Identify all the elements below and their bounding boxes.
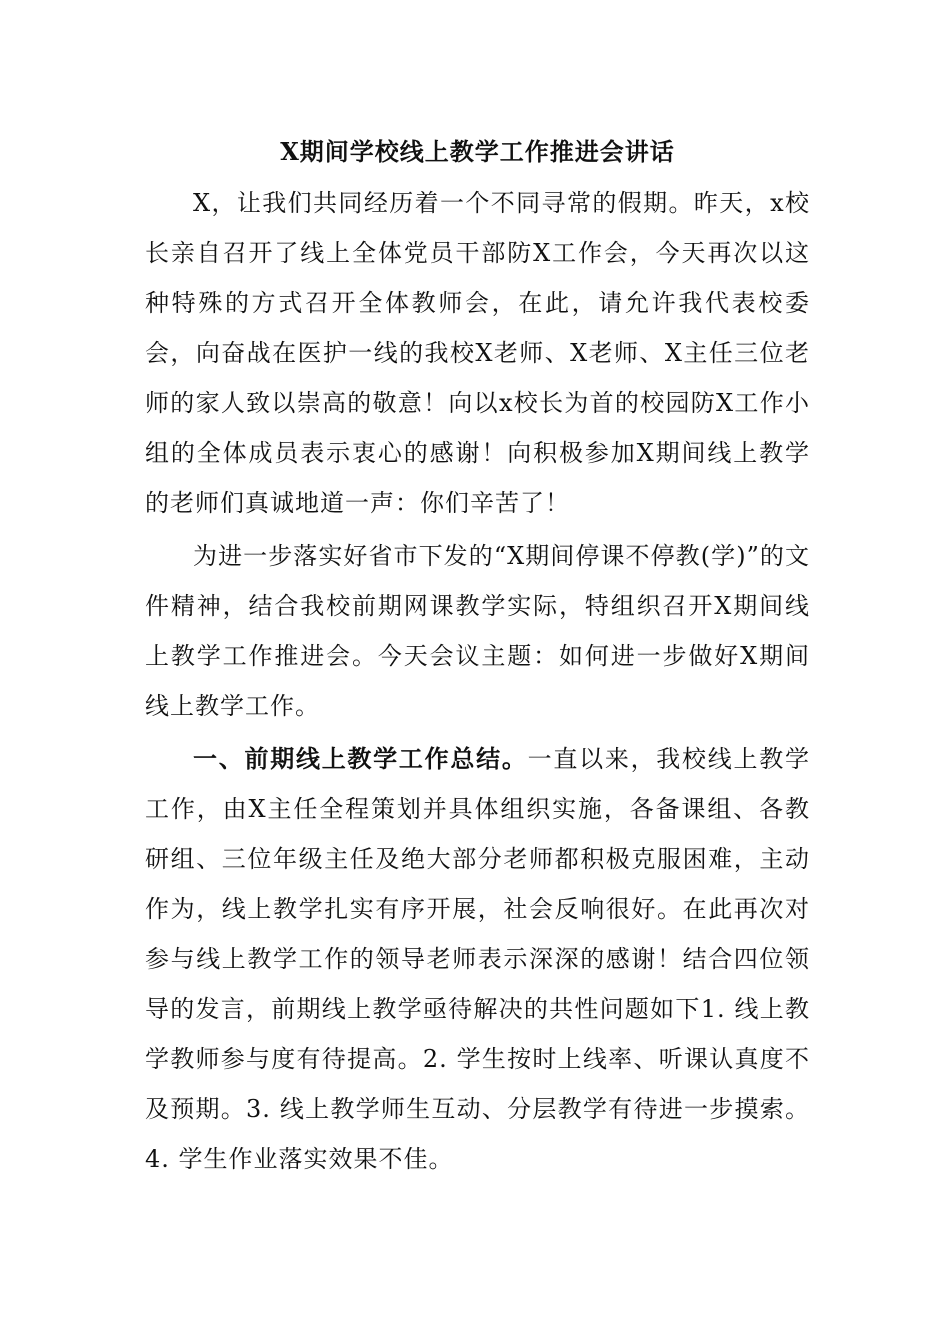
paragraph-summary <box>145 734 810 1184</box>
document-page <box>145 128 810 1184</box>
section-body: 一直以来，我校线上教学工作，由X主任全程策划并具体组织实施，各备课组、各教研组、三位年级主任及绝大部分老师都积极克服困难，主动作为，线上教学扎实有序开展，社会反响很好。在此再次对参与线上教学工作的领导老师表示深深的感谢！结合四位领导的发言，前期线上教学亟待解决的共性问题如下1. 线上教学教师参与度有待提高。2. 学生按时上线率、听课认真度不及预期。3. 线上教学师生互动、分层教学有待进一步摸索。4. 学生作业落实效果不佳。 <box>145 745 810 1173</box>
paragraph-opening: X，让我们共同经历着一个不同寻常的假期。昨天，x校长亲自召开了线上全体党员干部防X工作会，今天再次以这种特殊的方式召开全体教师会，在此，请允许我代表校委会，向奋战在医护一线的我校X老师、X老师、X主任三位老师的家人致以崇高的敬意！向以x校长为首的校园防X工作小组的全体成员表示衷心的感谢！向积极参加X期间线上教学的老师们真诚地道一声：你们辛苦了！ <box>145 189 810 517</box>
document-title: X期间学校线上教学工作推进会讲话 <box>280 137 675 166</box>
paragraph-meeting-purpose: 为进一步落实好省市下发的“X期间停课不停教(学)”的文件精神，结合我校前期网课教学实际，特组织召开X期间线上教学工作推进会。今天会议主题：如何进一步做好X期间线上教学工作。 <box>145 542 810 720</box>
section-heading: 一、前期线上教学工作总结。 <box>193 744 528 773</box>
